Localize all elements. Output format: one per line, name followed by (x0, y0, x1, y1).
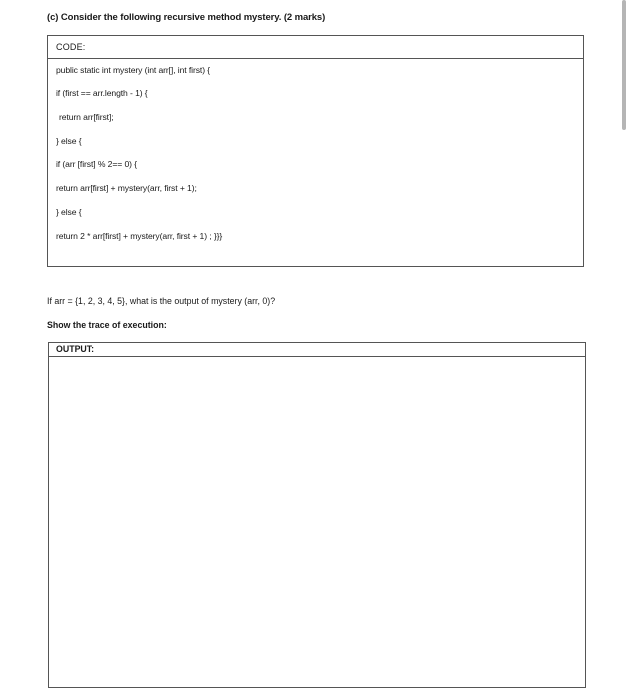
vertical-scrollbar[interactable] (622, 0, 626, 130)
code-line: if (arr [first] % 2== 0) { (56, 159, 137, 169)
code-box-header: CODE: (48, 36, 583, 59)
code-line: } else { (56, 136, 82, 146)
output-box-header: OUTPUT: (49, 343, 585, 357)
code-line: public static int mystery (int arr[], int first) { (56, 65, 211, 75)
question-text: If arr = {1, 2, 3, 4, 5}, what is the output of mystery (arr, 0)? (47, 296, 276, 306)
trace-instruction: Show the trace of execution: (47, 320, 167, 330)
code-line: return 2 * arr[first] + mystery(arr, first + 1) ; }}} (56, 231, 223, 241)
output-answer-box[interactable] (48, 342, 586, 688)
question-heading: (c) Consider the following recursive method mystery. (2 marks) (47, 12, 326, 23)
code-line: } else { (56, 207, 82, 217)
code-line: if (first == arr.length - 1) { (56, 88, 148, 98)
code-line: return arr[first]; (59, 112, 114, 122)
code-box (47, 35, 584, 267)
output-answer-area[interactable] (49, 357, 585, 687)
code-line: return arr[first] + mystery(arr, first + 1); (56, 183, 197, 193)
